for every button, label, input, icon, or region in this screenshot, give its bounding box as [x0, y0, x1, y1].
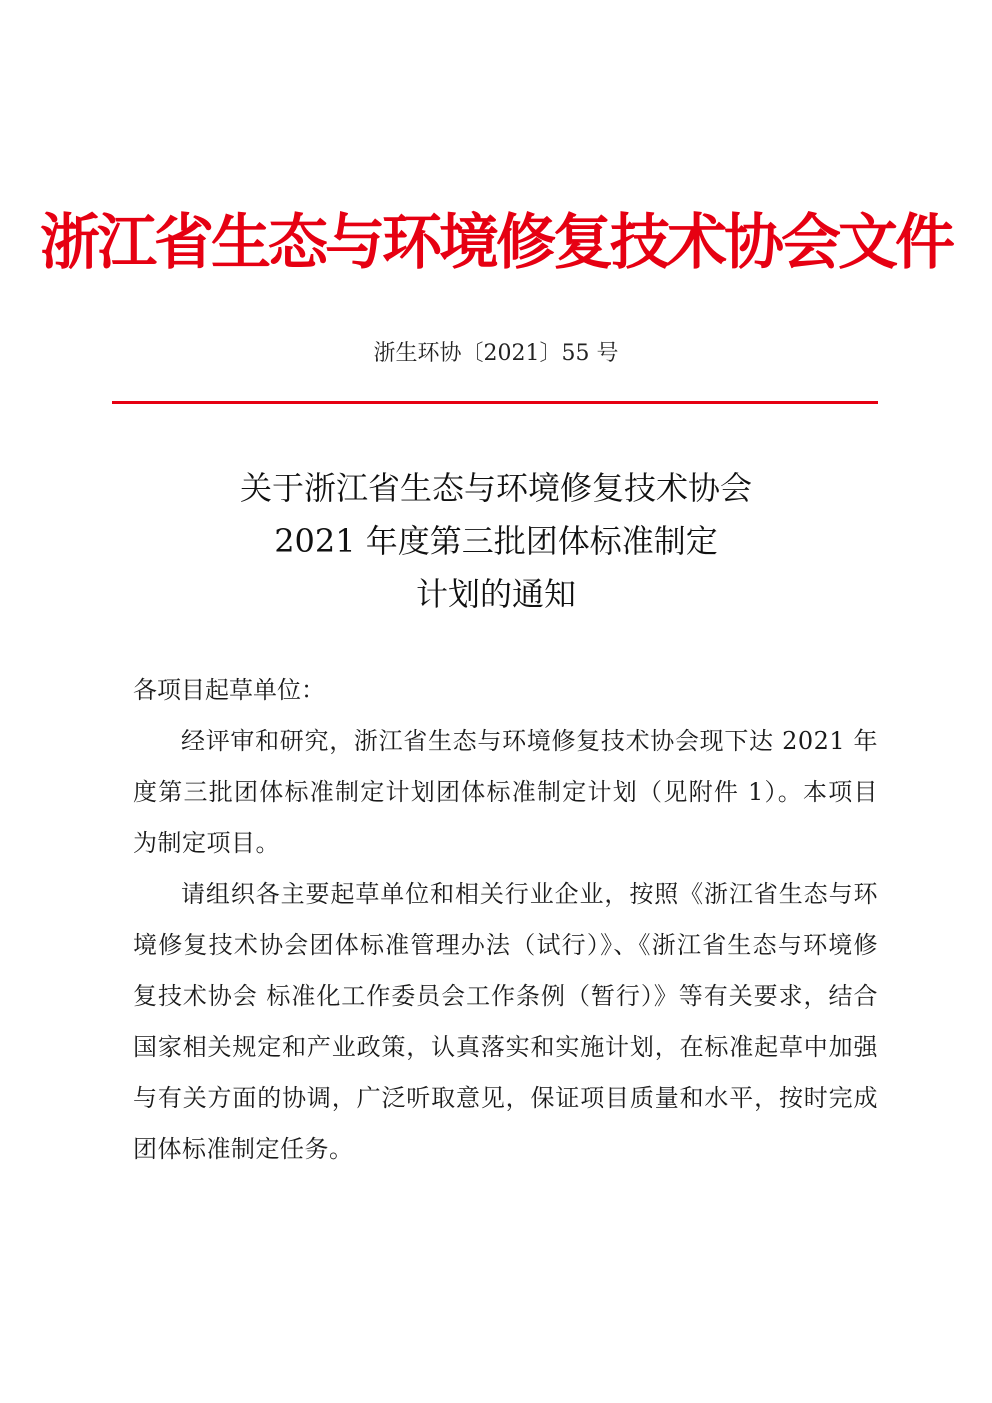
salutation: 各项目起草单位：	[133, 676, 325, 704]
title-line-2: 2021 年度第三批团体标准制定	[274, 522, 718, 560]
document-title	[0, 462, 992, 621]
paragraph-1: 经评审和研究，浙江省生态与环境修复技术协会现下达 2021 年度第三批团体标准制定计划团体标准制定计划（见附件 1）。本项目为制定项目。	[133, 727, 878, 857]
org-header-title: 浙江省生态与环境修复技术协会文件	[40, 208, 952, 278]
document-number: 浙生环协〔2021〕55 号	[373, 341, 619, 366]
title-line-3: 计划的通知	[415, 575, 576, 613]
title-line-1: 关于浙江省生态与环境修复技术协会	[239, 469, 752, 507]
paragraph-2: 请组织各主要起草单位和相关行业企业，按照《浙江省生态与环境修复技术协会团体标准管理办法（试行）》、《浙江省生态与环境修复技术协会 标准化工作委员会工作条例（暂行）》等有关要求，结合国家相关规定和产业政策，认真落实和实施计划，在标准起草中加强与有关方面的协调，广泛听取意见，保证项目质量和水平，按时完成团体标准制定任务。	[133, 880, 878, 1163]
document-body	[133, 665, 878, 1175]
red-divider	[112, 401, 878, 404]
